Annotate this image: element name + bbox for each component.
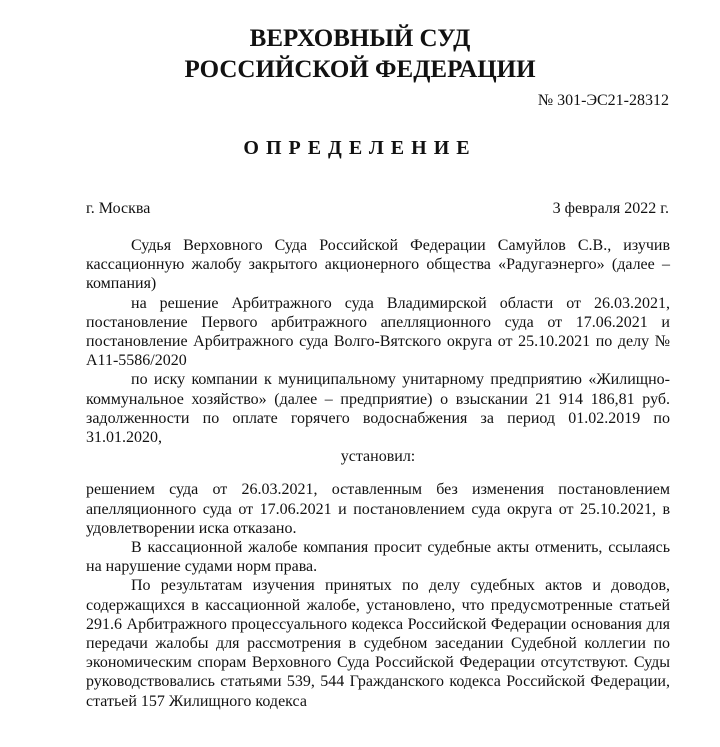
paragraph-appealed-acts: на решение Арбитражного суда Владимирской области от 26.03.2021, постановление Первого арбитражного апелляционного суда от 17.06.2021 и постановление Арбитражного суда Волго-Вятского округа от 25.10.2021 по делу № А11-5586/2020 <box>86 294 670 370</box>
paragraph-decision: решением суда от 26.03.2021, оставленным без изменения постановлением апелляционного суда от 17.06.2021 и постановлением суда округа от 25.10.2021, в удовлетворении иска отказано. <box>86 481 670 537</box>
paragraph-established: установил: <box>340 448 416 466</box>
document-title: ОПРЕДЕЛЕНИЕ <box>243 137 477 159</box>
court-name-line1: ВЕРХОВНЫЙ СУД <box>249 25 471 52</box>
document-number: № 301-ЭС21-28312 <box>537 92 669 109</box>
document-date: 3 февраля 2022 г. <box>552 200 669 217</box>
paragraph-findings: По результатам изучения принятых по делу судебных актов и доводов, содержащихся в кассационной жалобе, установлено, что предусмотренные статьей 291.6 Арбитражного процессуального кодекса Российской Федерации основания для передачи жалобы для рассмотрения в судебном заседании Судебной коллегии по экономическим спорам Верховного Суда Российской Федерации отсутствуют. Суды руководствовались статьями 539, 544 Гражданского кодекса Российской Федерации, статьей 157 Жилищного кодекса <box>86 577 670 710</box>
paragraph-cassation-request: В кассационной жалобе компания просит судебные акты отменить, ссылаясь на нарушение судами норм права. <box>86 539 670 576</box>
city: г. Москва <box>86 200 151 217</box>
court-name-line2: РОССИЙСКОЙ ФЕДЕРАЦИИ <box>184 56 536 83</box>
paragraph-judge-intro: Судья Верховного Суда Российской Федерации Самуйлов С.В., изучив кассационную жалобу закрытого акционерного общества «Радугаэнерго» (далее – компания) <box>86 237 670 293</box>
document-body <box>86 236 670 711</box>
paragraph-claim: по иску компании к муниципальному унитарному предприятию «Жилищно-коммунальное хозяйство» (далее – предприятие) о взыскании 21 914 186,81 руб. задолженности по оплате горячего водоснабжения за период 01.02.2019 по 31.01.2020, <box>86 371 670 447</box>
spacer <box>86 466 670 480</box>
